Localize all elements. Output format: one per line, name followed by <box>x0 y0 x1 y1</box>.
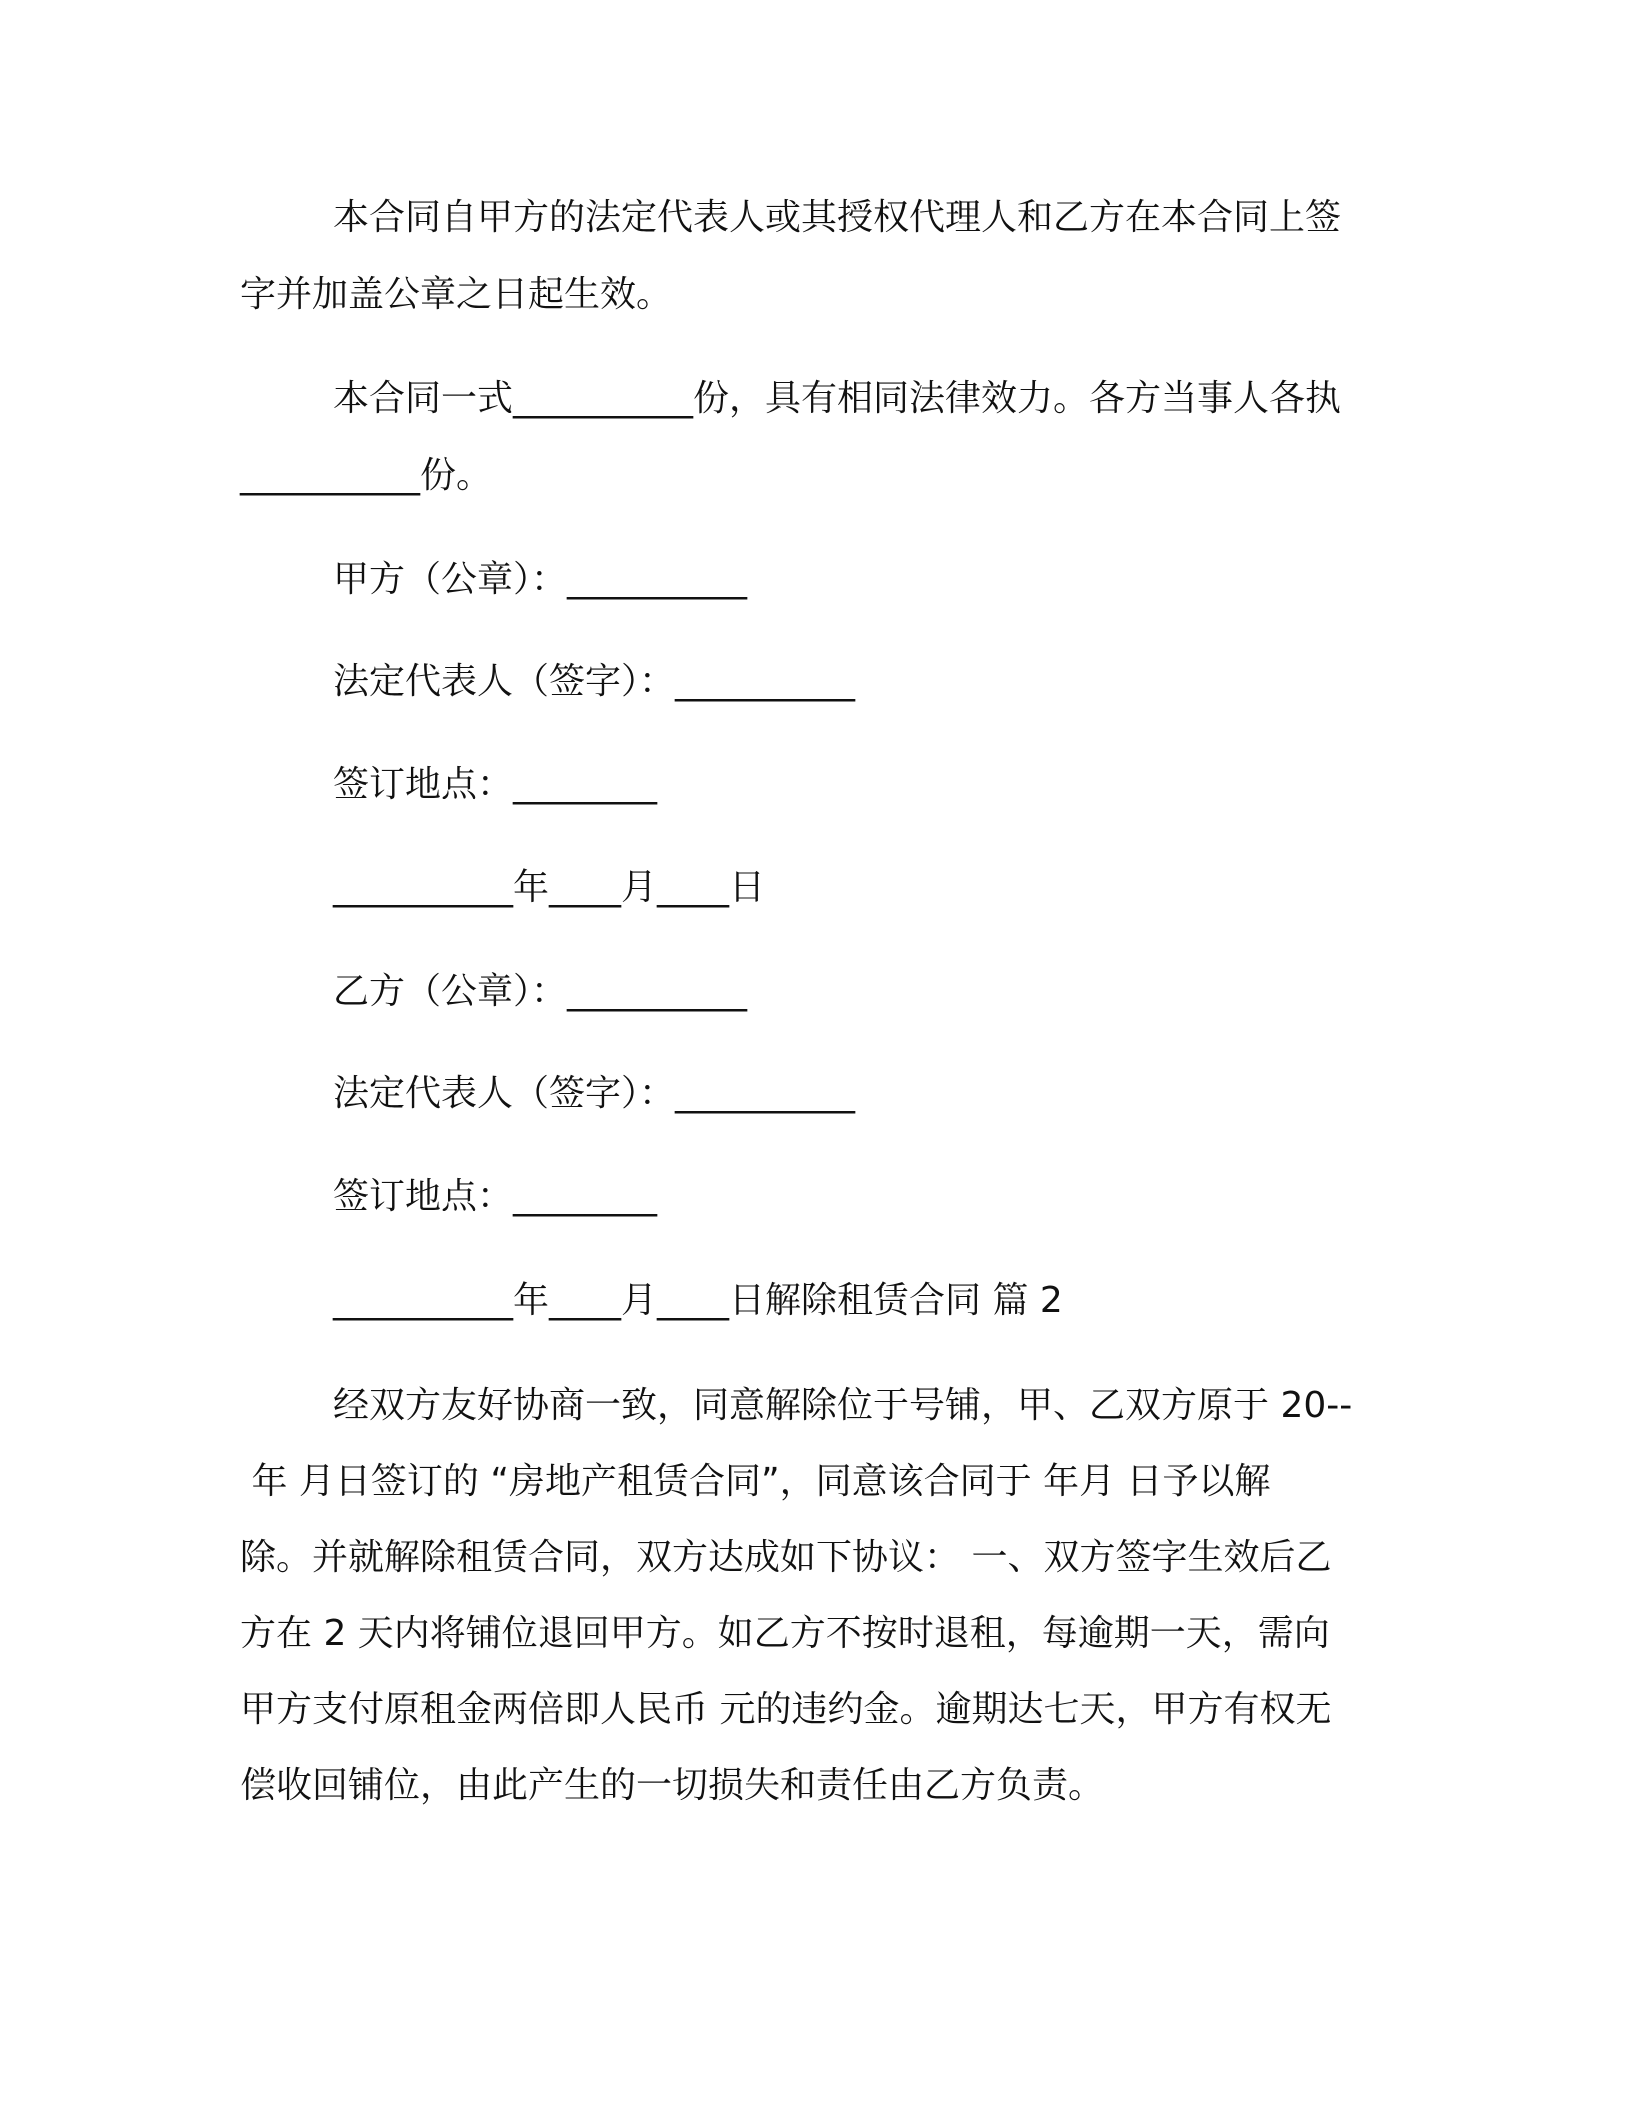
termination-paragraph-line-6: 偿收回铺位，由此产生的一切损失和责任由乙方负责。 <box>240 1765 1105 1806</box>
paragraph-copies-line-1: 本合同一式__________份，具有相同法律效力。各方当事人各执 <box>333 378 1342 419</box>
party-b-seal-line: 乙方（公章）：__________ <box>333 971 748 1012</box>
termination-paragraph-line-5: 甲方支付原租金两倍即人民币 元的违约金。逾期达七天，甲方有权无 <box>240 1689 1332 1730</box>
termination-paragraph-line-2: 年 月日签订的 “房地产租赁合同”，同意该合同于 年月 日予以解 <box>240 1461 1271 1502</box>
paragraph-copies-line-2: __________份。 <box>240 455 493 496</box>
termination-paragraph-line-1: 经双方友好协商一致，同意解除位于号铺，甲、乙双方原于 20-- <box>333 1385 1353 1426</box>
party-b-sign-place-line: 签订地点：________ <box>333 1176 658 1217</box>
paragraph-effective-line-2: 字并加盖公章之日起生效。 <box>240 274 673 315</box>
party-b-legal-rep-line: 法定代表人（签字）：__________ <box>333 1073 856 1114</box>
party-a-seal-line: 甲方（公章）：__________ <box>333 559 748 600</box>
party-a-date-line: __________年____月____日 <box>333 867 765 908</box>
termination-paragraph-line-4: 方在 2 天内将铺位退回甲方。如乙方不按时退租，每逾期一天，需向 <box>240 1613 1330 1654</box>
termination-paragraph-line-3: 除。并就解除租赁合同，双方达成如下协议： 一、双方签字生效后乙 <box>240 1537 1332 1578</box>
paragraph-effective-line-1: 本合同自甲方的法定代表人或其授权代理人和乙方在本合同上签 <box>333 197 1342 238</box>
party-a-legal-rep-line: 法定代表人（签字）：__________ <box>333 661 856 702</box>
party-b-date-and-heading-line: __________年____月____日解除租赁合同 篇 2 <box>333 1280 1063 1321</box>
party-a-sign-place-line: 签订地点：________ <box>333 764 658 805</box>
